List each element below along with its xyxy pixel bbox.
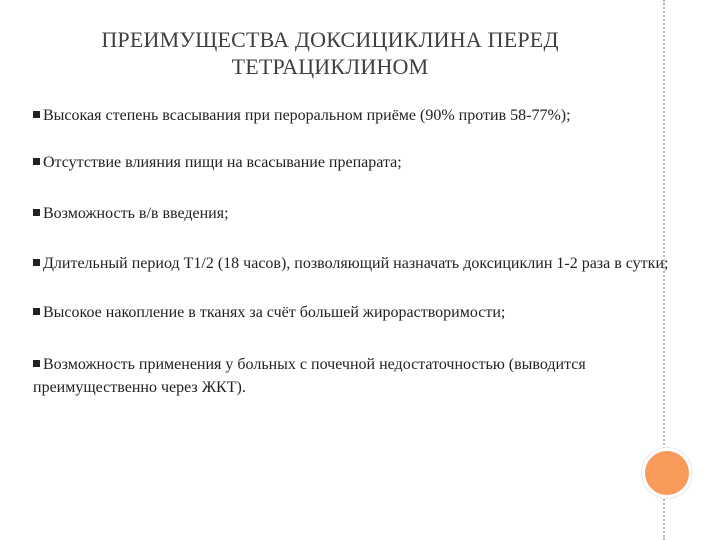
bullet-text: Возможность в/в введения; <box>43 205 229 222</box>
bullet-item <box>33 151 685 174</box>
bullet-list <box>33 104 685 399</box>
bullet-text: Отсутствие влияния пищи на всасывание препарата; <box>43 154 402 171</box>
decorative-orange-circle <box>642 448 692 498</box>
square-bullet-icon <box>33 158 40 165</box>
bullet-text: Высокое накопление в тканях за счёт большей жирорастворимости; <box>43 304 506 321</box>
bullet-text: Длительный период Т1/2 (18 часов), позволяющий назначать доксициклин 1-2 раза в сутки; <box>43 255 669 272</box>
bullet-item <box>33 202 685 225</box>
square-bullet-icon <box>33 259 40 266</box>
bullet-text: Возможность применения у больных с почечной недостаточностью (выводится преимущественно через ЖКТ). <box>33 356 586 396</box>
slide-title: ПРЕИМУЩЕСТВА ДОКСИЦИКЛИНА ПЕРЕД ТЕТРАЦИКЛИНОМ <box>101 27 559 79</box>
square-bullet-icon <box>33 308 40 315</box>
bullet-item <box>33 104 685 127</box>
square-bullet-icon <box>33 360 40 367</box>
bullet-item <box>33 252 685 275</box>
bullet-item <box>33 353 685 399</box>
square-bullet-icon <box>33 111 40 118</box>
bullet-text: Высокая степень всасывания при пероральном приёме (90% против 58-77%); <box>43 107 571 124</box>
square-bullet-icon <box>33 209 40 216</box>
bullet-item <box>33 301 685 324</box>
